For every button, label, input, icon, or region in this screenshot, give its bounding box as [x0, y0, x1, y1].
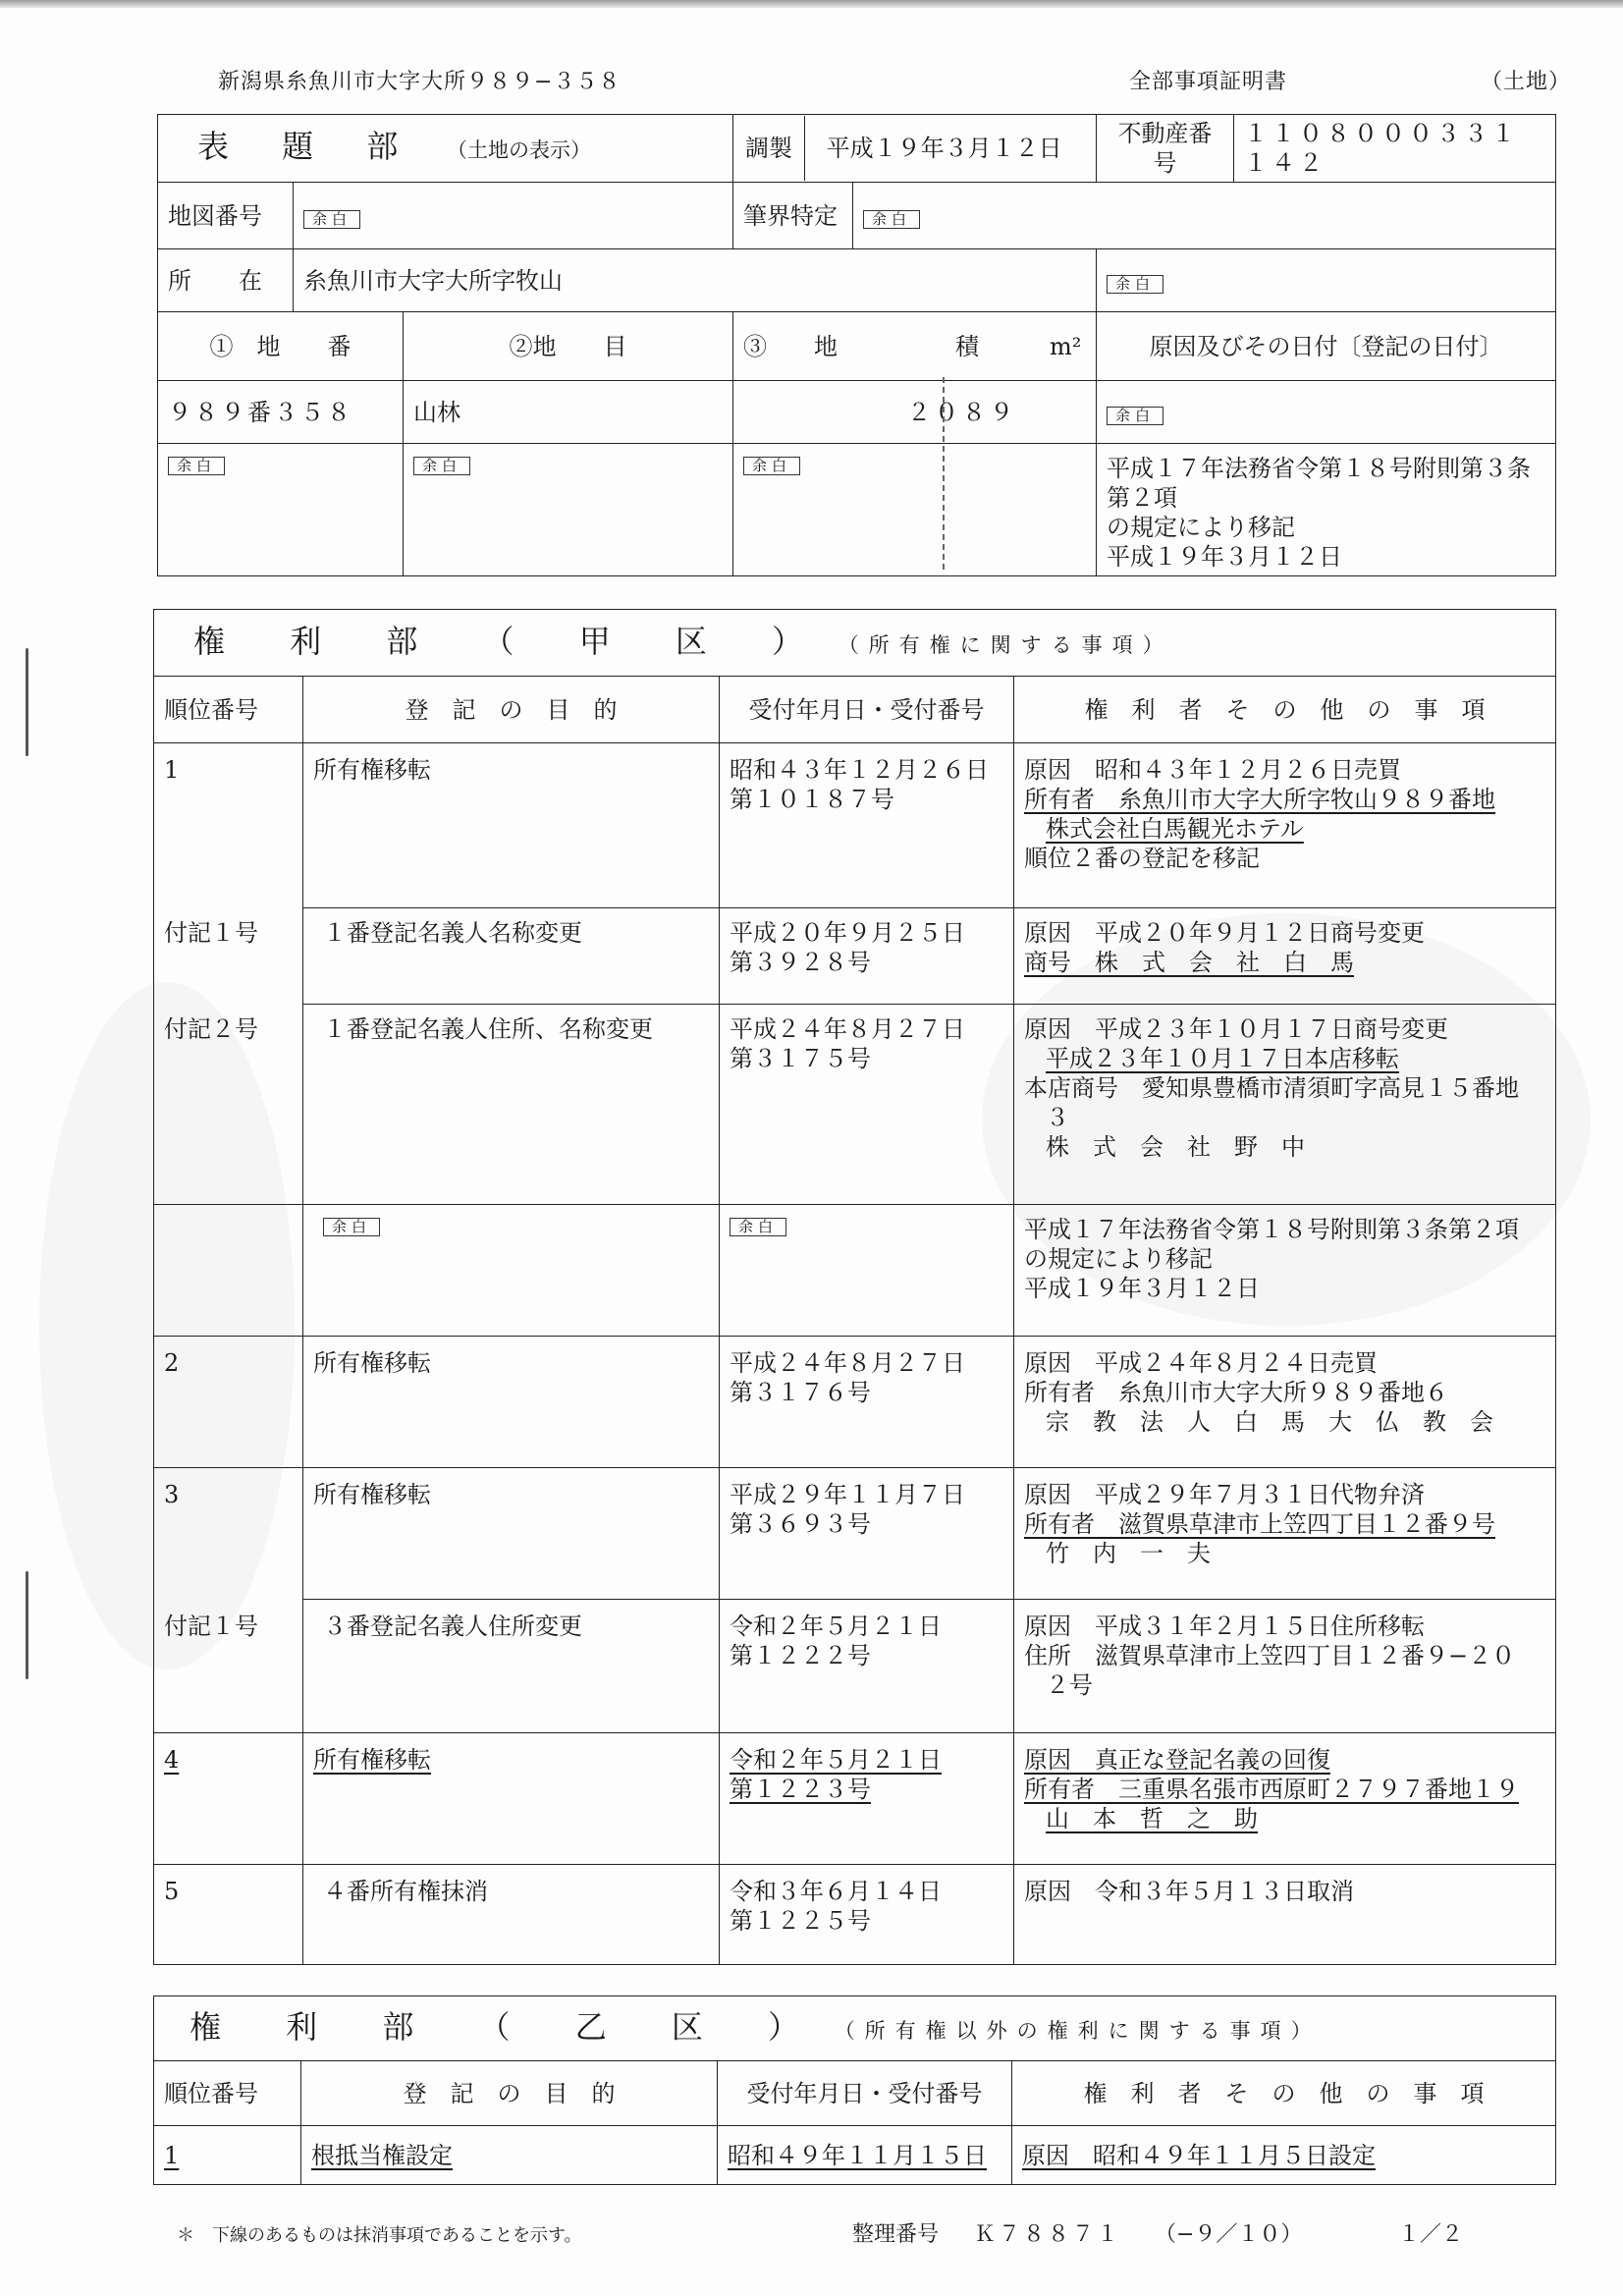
- table-row: [154, 1600, 1556, 1733]
- kenrisha-line: 所有者 糸魚川市大字大所９８９番地６: [1024, 1379, 1448, 1406]
- uketsuke-no: 第１２２２号: [730, 1642, 871, 1669]
- otsuku-h-uketsuke: 受付年月日・受付番号: [718, 2061, 1012, 2126]
- chiseki-yohaku: [733, 444, 1097, 576]
- otsuku-subtitle: （所有権以外の権利に関する事項）: [834, 2018, 1322, 2043]
- kenrisha-line: 原因 昭和４３年１２月２６日売買: [1024, 756, 1401, 784]
- uketsuke-date: 令和２年５月２１日: [730, 1746, 942, 1774]
- juni: 3: [154, 1468, 303, 1600]
- kenrisha-line: 原因 平成２９年７月３１日代物弁済: [1024, 1481, 1425, 1508]
- kenrisha-line: 平成１９年３月１２日: [1024, 1275, 1260, 1302]
- uketsuke: [720, 1205, 1014, 1337]
- uketsuke-date: 令和２年５月２１日: [730, 1613, 942, 1640]
- uketsuke-date: 平成２４年８月２７日: [730, 1015, 965, 1043]
- juni: 1: [154, 743, 303, 908]
- kenrisha-line: 竹 内 一 夫: [1046, 1540, 1211, 1567]
- chizu-value: [294, 183, 733, 249]
- shozai-value: 糸魚川市大字大所字牧山: [294, 249, 1097, 312]
- uketsuke-no: 第１２２３号: [730, 1776, 871, 1803]
- uketsuke: [720, 1600, 1014, 1733]
- fudosan-no: １１０８０００３３１１４２: [1234, 115, 1556, 183]
- uketsuke: [720, 1733, 1014, 1865]
- uketsuke: [720, 743, 1014, 908]
- remark-line: 平成１９年３月１２日: [1107, 543, 1343, 571]
- mokuteki: ３番登記名義人住所変更: [303, 1600, 720, 1733]
- col-chimoku: ②地 目: [404, 312, 733, 381]
- otsuku-title-cell: [154, 1996, 1556, 2061]
- hyodai-subtitle: （土地の表示）: [447, 138, 591, 162]
- juni: [154, 1205, 303, 1337]
- mokuteki: ４番所有権抹消: [303, 1865, 720, 1965]
- uketsuke-date: 令和３年６月１４日: [730, 1878, 942, 1905]
- mokuteki: [303, 1205, 720, 1337]
- chosei-date: 平成１９年３月１２日: [826, 135, 1062, 162]
- kouku-title: 権 利 部 （ 甲 区 ）: [193, 622, 832, 660]
- uketsuke: [720, 1005, 1014, 1205]
- uketsuke-no: 第１２２５号: [730, 1907, 871, 1935]
- shozai-remark: [1097, 249, 1556, 312]
- hyodai-table: [157, 114, 1556, 576]
- uketsuke-date: 平成２０年９月２５日: [730, 919, 965, 947]
- mokuteki: 根抵当権設定: [301, 2126, 718, 2185]
- yohaku-stamp: 余白: [1107, 275, 1163, 294]
- kenrisha: [1014, 1865, 1556, 1965]
- chiseki-decimal-divider: [943, 377, 945, 570]
- hyodai-title: 表 題 部: [197, 128, 420, 165]
- table-row: [154, 1733, 1556, 1865]
- yohaku-stamp: 余白: [303, 210, 360, 229]
- uketsuke: [720, 908, 1014, 1005]
- uketsuke: [720, 1468, 1014, 1600]
- kenrisha-line: 山 本 哲 之 助: [1046, 1805, 1258, 1832]
- table-row: [154, 1205, 1556, 1337]
- chizu-label: 地図番号: [158, 183, 294, 249]
- kenrisha-line: 所有者 糸魚川市大字大所字牧山９８９番地: [1024, 786, 1495, 813]
- seiri-label: 整理番号: [852, 2222, 940, 2247]
- footer-note: ＊ 下線のあるものは抹消事項であることを示す。: [177, 2225, 582, 2246]
- chimoku-yohaku: [404, 444, 733, 576]
- mokuteki: 所有権移転: [303, 743, 720, 908]
- yohaku-stamp: 余白: [743, 457, 800, 475]
- gen-in-value: [1097, 381, 1556, 444]
- iki-remark: [1097, 444, 1556, 576]
- uketsuke-date: 平成２９年１１月７日: [730, 1481, 965, 1508]
- kenrisha-line: 住所 滋賀県草津市上笠四丁目１２番９−２０: [1024, 1642, 1516, 1669]
- seiri-no: Ｋ７８８７１: [974, 2222, 1122, 2247]
- juni: 2: [154, 1337, 303, 1468]
- kouku-h-kenrisha: 権 利 者 そ の 他 の 事 項: [1014, 677, 1556, 743]
- col-gen-in: 原因及びその日付〔登記の日付〕: [1097, 312, 1556, 381]
- kenrisha: [1014, 1733, 1556, 1865]
- juni: 付記１号: [154, 908, 303, 1005]
- juni: 5: [154, 1865, 303, 1965]
- col-chiseki: ③ 地 積 m²: [733, 312, 1097, 381]
- kouku-h-uketsuke: 受付年月日・受付番号: [720, 677, 1014, 743]
- kenrisha: 原因 昭和４９年１１月５日設定: [1012, 2126, 1556, 2185]
- uketsuke-date: 昭和４３年１２月２６日: [730, 756, 989, 784]
- kenrisha: [1014, 1205, 1556, 1337]
- table-row: [154, 1865, 1556, 1965]
- uketsuke-no: 第１０１８７号: [730, 786, 894, 813]
- otsuku-h-kenrisha: 権 利 者 そ の 他 の 事 項: [1012, 2061, 1556, 2126]
- yohaku-stamp: 余白: [1107, 407, 1163, 425]
- kenrisha-line: 商号 株 式 会 社 白 馬: [1024, 949, 1354, 976]
- chiban-value: ９８９番３５８: [158, 381, 404, 444]
- page-count: （−９／１０）: [1155, 2222, 1303, 2247]
- uketsuke-no: 第３９２８号: [730, 949, 871, 976]
- otsuku-h-mokuteki: 登 記 の 目 的: [301, 2061, 718, 2126]
- kenrisha-line: の規定により移記: [1024, 1245, 1213, 1273]
- table-row: [154, 1337, 1556, 1468]
- kenrisha-line: 原因 真正な登記名義の回復: [1024, 1746, 1330, 1774]
- kouku-h-juni: 順位番号: [154, 677, 303, 743]
- table-row: [154, 2126, 1556, 2185]
- uketsuke: [720, 1865, 1014, 1965]
- uketsuke-no: 第３６９３号: [730, 1510, 871, 1538]
- mokuteki: １番登記名義人住所、名称変更: [303, 1005, 720, 1205]
- remark-line: 平成１７年法務省令第１８号附則第３条第２項: [1107, 455, 1532, 512]
- fudosan-label: 不動産番号: [1097, 115, 1234, 183]
- uketsuke-no: 第３１７６号: [730, 1379, 871, 1406]
- binding-mark: [26, 648, 28, 756]
- col-chiban: ① 地 番: [158, 312, 404, 381]
- kenrisha: [1014, 1600, 1556, 1733]
- kouku-title-cell: [154, 610, 1556, 677]
- binding-mark: [26, 1571, 28, 1679]
- kenrisha-line: 株 式 会 社 野 中: [1046, 1133, 1305, 1161]
- yohaku-stamp: 余白: [863, 210, 920, 229]
- kouku-h-mokuteki: 登 記 の 目 的: [303, 677, 720, 743]
- juni: 付記２号: [154, 1005, 303, 1205]
- uketsuke-date: 平成２４年８月２７日: [730, 1349, 965, 1377]
- chosei-cell: [733, 115, 1097, 183]
- table-row: [154, 1005, 1556, 1205]
- hikkai-label: 筆界特定: [733, 183, 853, 249]
- table-row: [154, 908, 1556, 1005]
- otsuku-table: [153, 1995, 1556, 2185]
- scan-top-edge: [0, 0, 1623, 8]
- chiban-yohaku: [158, 444, 404, 576]
- yohaku-stamp: 余白: [323, 1218, 380, 1236]
- kenrisha-line: 原因 平成２０年９月１２日商号変更: [1024, 919, 1425, 947]
- kenrisha-line: 原因 平成２４年８月２４日売買: [1024, 1349, 1378, 1377]
- header-address: 新潟県糸魚川市大字大所９８９−３５８: [218, 70, 622, 94]
- kenrisha: [1014, 1468, 1556, 1600]
- remark-line: の規定により移記: [1107, 514, 1296, 541]
- table-row: [154, 743, 1556, 908]
- uketsuke-no: 第３１７５号: [730, 1045, 871, 1072]
- yohaku-stamp: 余白: [730, 1218, 786, 1236]
- yohaku-stamp: 余白: [413, 457, 470, 475]
- kouku-subtitle: （所有権に関する事項）: [838, 632, 1173, 657]
- mokuteki: １番登記名義人名称変更: [303, 908, 720, 1005]
- kouku-table: [153, 609, 1556, 1965]
- juni: 4: [154, 1733, 303, 1865]
- chiseki-value: ２０８９: [733, 381, 1097, 444]
- mokuteki: 所有権移転: [303, 1733, 720, 1865]
- chosei-label: 調製: [733, 116, 805, 181]
- juni: 付記１号: [154, 1600, 303, 1733]
- chimoku-value: 山林: [404, 381, 733, 444]
- kenrisha: [1014, 1005, 1556, 1205]
- page-number: １／２: [1398, 2222, 1464, 2247]
- juni: 1: [154, 2126, 301, 2185]
- kenrisha-line: 原因 令和３年５月１３日取消: [1024, 1878, 1354, 1905]
- kenrisha-line: 原因 平成２３年１０月１７日商号変更: [1024, 1015, 1448, 1043]
- uketsuke: 昭和４９年１１月１５日: [718, 2126, 1012, 2185]
- shozai-label: 所 在: [158, 249, 294, 312]
- kenrisha-line: 平成２３年１０月１７日本店移転: [1046, 1045, 1399, 1072]
- kenrisha: [1014, 1337, 1556, 1468]
- kenrisha-line: 株式会社白馬観光ホテル: [1046, 815, 1304, 843]
- kenrisha-line: ３: [1046, 1104, 1069, 1131]
- otsuku-title: 権 利 部 （ 乙 区 ）: [189, 2007, 828, 2046]
- kenrisha-line: 所有者 三重県名張市西原町２７９７番地１９: [1024, 1776, 1519, 1803]
- kenrisha-line: 原因 平成３１年２月１５日住所移転: [1024, 1613, 1425, 1640]
- kenrisha-line: 順位２番の登記を移記: [1024, 845, 1260, 872]
- kenrisha: [1014, 743, 1556, 908]
- hyodai-title-cell: [158, 115, 733, 183]
- kenrisha-line: ２号: [1046, 1671, 1093, 1699]
- otsuku-h-juni: 順位番号: [154, 2061, 301, 2126]
- mokuteki: 所有権移転: [303, 1468, 720, 1600]
- yohaku-stamp: 余白: [168, 457, 225, 475]
- kenrisha-line: 平成１７年法務省令第１８号附則第３条第２項: [1024, 1216, 1519, 1243]
- kenrisha-line: 宗 教 法 人 白 馬 大 仏 教 会: [1046, 1408, 1493, 1436]
- kenrisha-line: 本店商号 愛知県豊橋市清須町字高見１５番地: [1024, 1074, 1519, 1102]
- table-row: [154, 1468, 1556, 1600]
- mokuteki: 所有権移転: [303, 1337, 720, 1468]
- header-doc-type: 全部事項証明書: [1129, 70, 1288, 94]
- uketsuke: [720, 1337, 1014, 1468]
- kenrisha-line: 所有者 滋賀県草津市上笠四丁目１２番９号: [1024, 1510, 1495, 1538]
- header-kind: （土地）: [1481, 70, 1572, 94]
- hikkai-value: [853, 183, 1556, 249]
- kenrisha: [1014, 908, 1556, 1005]
